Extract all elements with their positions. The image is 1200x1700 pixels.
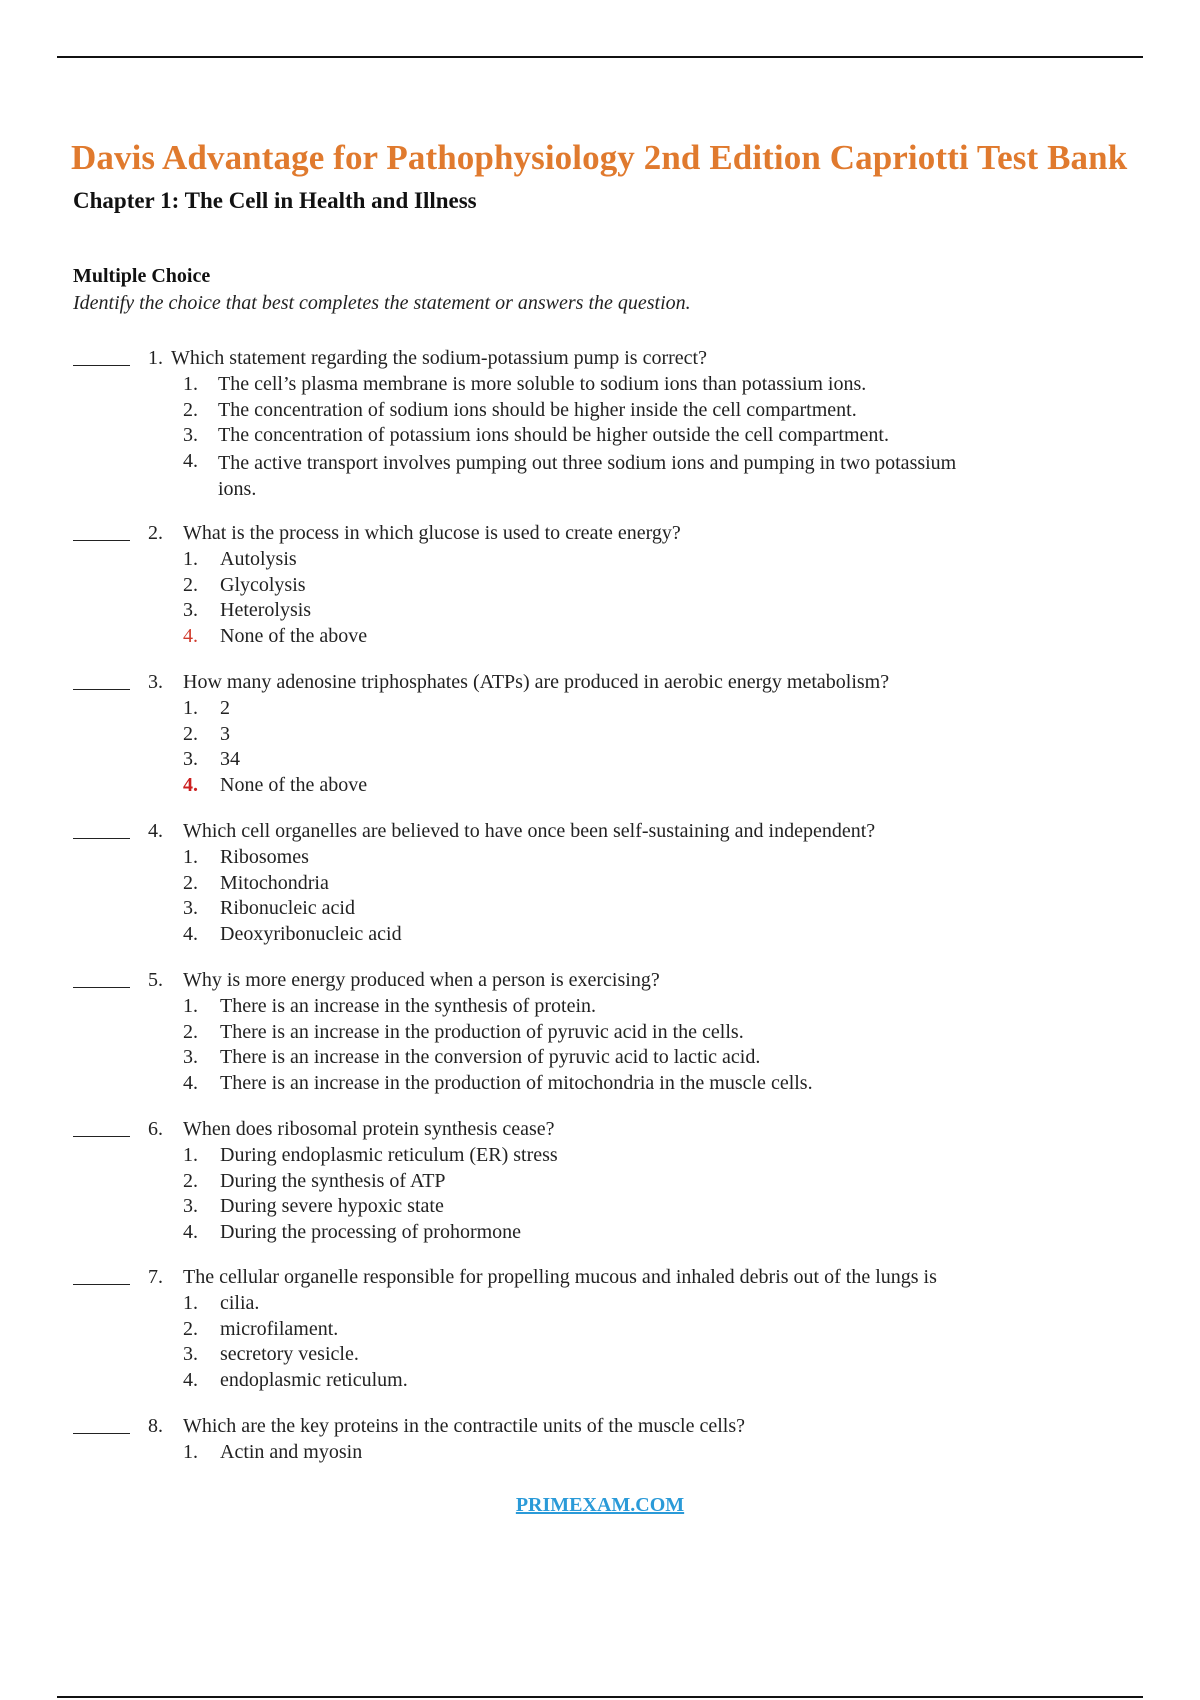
option-text: Deoxyribonucleic acid	[220, 922, 402, 945]
option-text: The concentration of potassium ions should be higher outside the cell compartment.	[218, 424, 889, 446]
question-text: Which are the key proteins in the contractile units of the muscle cells?	[183, 1415, 746, 1437]
question-number: 1.	[148, 347, 163, 369]
option	[0, 1441, 1200, 1467]
answer-blank[interactable]	[73, 540, 130, 541]
option-number: 3.	[183, 1195, 198, 1217]
option-text: 34	[220, 748, 240, 770]
option-number: 3.	[183, 1046, 198, 1068]
option-text: There is an increase in the synthesis of protein.	[220, 995, 596, 1017]
question-text: Why is more energy produced when a person is exercising?	[183, 969, 660, 991]
question-text: Which statement regarding the sodium-potassium pump is correct?	[171, 347, 707, 369]
option	[0, 625, 1200, 651]
option	[0, 872, 1200, 898]
option-text: The cell’s plasma membrane is more soluble to sodium ions than potassium ions.	[218, 373, 867, 395]
question-8	[0, 1415, 1200, 1467]
question-6	[0, 1118, 1200, 1246]
question-3	[0, 671, 1200, 799]
option-number: 4.	[183, 922, 198, 945]
option	[0, 450, 1200, 502]
answer-blank[interactable]	[73, 1136, 130, 1137]
option	[0, 1144, 1200, 1170]
top-rule	[57, 56, 1143, 58]
option-number: 4.	[183, 449, 198, 472]
option	[0, 1343, 1200, 1369]
question-number: 6.	[148, 1118, 163, 1140]
option	[0, 748, 1200, 774]
option	[0, 599, 1200, 625]
option-text: Autolysis	[220, 548, 297, 570]
option-number: 3.	[183, 424, 198, 446]
option	[0, 1072, 1200, 1098]
option	[0, 399, 1200, 425]
option-number: 3.	[183, 1343, 198, 1365]
question-7	[0, 1266, 1200, 1394]
option	[0, 373, 1200, 399]
option	[0, 723, 1200, 749]
instructions: Identify the choice that best completes the statement or answers the question.	[73, 292, 691, 314]
question-1	[0, 347, 1200, 502]
option-text: Glycolysis	[220, 573, 306, 596]
question-number: 3.	[148, 671, 163, 693]
option-number: 2.	[183, 1317, 198, 1340]
option-text: None of the above	[220, 773, 368, 796]
option-text: cilia.	[220, 1292, 260, 1314]
option-text: Heterolysis	[220, 599, 312, 621]
option	[0, 1021, 1200, 1047]
option-number: 2.	[183, 1169, 198, 1192]
answer-blank[interactable]	[73, 1284, 130, 1285]
option-text: Actin and myosin	[220, 1441, 363, 1463]
option-text: Ribonucleic acid	[220, 897, 355, 919]
section-heading: Multiple Choice	[73, 265, 211, 287]
question-text: The cellular organelle responsible for propelling mucous and inhaled debris out of the lungs is	[183, 1266, 937, 1288]
option-text: During the synthesis of ATP	[220, 1169, 446, 1192]
option-text: The concentration of sodium ions should be higher inside the cell compartment.	[218, 398, 857, 421]
answer-blank[interactable]	[73, 1433, 130, 1434]
option-number: 2.	[183, 573, 198, 596]
answer-blank[interactable]	[73, 987, 130, 988]
option-text: microfilament.	[220, 1317, 339, 1340]
option	[0, 697, 1200, 723]
answer-blank[interactable]	[73, 365, 130, 366]
option-number-marked: 4.	[183, 773, 198, 796]
option-text: There is an increase in the production of pyruvic acid in the cells.	[220, 1020, 744, 1043]
option	[0, 424, 1200, 450]
answer-blank[interactable]	[73, 689, 130, 690]
option-number: 2.	[183, 871, 198, 894]
option	[0, 1221, 1200, 1247]
option	[0, 1170, 1200, 1196]
option-text: 3	[220, 722, 230, 745]
option-number: 3.	[183, 897, 198, 919]
option	[0, 1292, 1200, 1318]
document-title: Davis Advantage for Pathophysiology 2nd Edition Capriotti Test Bank	[71, 138, 1128, 177]
option	[0, 1318, 1200, 1344]
option-number: 2.	[183, 722, 198, 745]
question-number: 8.	[148, 1415, 163, 1437]
option-text: None of the above	[220, 624, 368, 647]
option-text: Mitochondria	[220, 871, 329, 894]
option-number: 1.	[183, 1292, 198, 1314]
option-number: 3.	[183, 748, 198, 770]
question-number: 5.	[148, 969, 163, 991]
option-text: During severe hypoxic state	[220, 1195, 444, 1217]
option-text: During endoplasmic reticulum (ER) stress	[220, 1144, 558, 1166]
primexam-link[interactable]: PRIMEXAM.COM	[515, 1494, 685, 1516]
option-text: There is an increase in the conversion of pyruvic acid to lactic acid.	[220, 1046, 761, 1068]
question-number: 2.	[148, 522, 163, 544]
question-number: 4.	[148, 820, 163, 842]
option-number: 2.	[183, 398, 198, 421]
option-number-marked: 4.	[183, 624, 198, 647]
option-text: The active transport involves pumping out three sodium ions and pumping in two potassium ions.	[218, 451, 957, 500]
answer-blank[interactable]	[73, 838, 130, 839]
question-5	[0, 969, 1200, 1097]
option-number: 1.	[183, 373, 198, 395]
option	[0, 1195, 1200, 1221]
option-number: 1.	[183, 846, 198, 868]
option-text: secretory vesicle.	[220, 1343, 359, 1365]
option-text: During the processing of prohormone	[220, 1220, 522, 1243]
bottom-rule	[57, 1696, 1143, 1698]
option	[0, 897, 1200, 923]
option	[0, 923, 1200, 949]
option-text: 2	[220, 697, 230, 719]
option-number: 3.	[183, 599, 198, 621]
question-text: When does ribosomal protein synthesis cease?	[183, 1118, 555, 1140]
question-text: What is the process in which glucose is used to create energy?	[183, 522, 681, 544]
option-number: 1.	[183, 1144, 198, 1166]
option	[0, 846, 1200, 872]
option-text: There is an increase in the production of mitochondria in the muscle cells.	[220, 1071, 813, 1094]
option	[0, 1046, 1200, 1072]
question-4	[0, 820, 1200, 948]
option-text: Ribosomes	[220, 846, 309, 868]
option-number: 4.	[183, 1368, 198, 1391]
option-number: 4.	[183, 1071, 198, 1094]
option-number: 1.	[183, 697, 198, 719]
question-number: 7.	[148, 1266, 163, 1288]
option	[0, 774, 1200, 800]
question-text: How many adenosine triphosphates (ATPs) are produced in aerobic energy metabolism?	[183, 671, 890, 693]
option	[0, 1369, 1200, 1395]
option-number: 1.	[183, 995, 198, 1017]
chapter-title: Chapter 1: The Cell in Health and Illness	[73, 188, 477, 213]
option-number: 2.	[183, 1020, 198, 1043]
question-2	[0, 522, 1200, 650]
option-number: 4.	[183, 1220, 198, 1243]
option-text: endoplasmic reticulum.	[220, 1368, 408, 1391]
option-number: 1.	[183, 1441, 198, 1463]
option-number: 1.	[183, 548, 198, 570]
option	[0, 995, 1200, 1021]
option	[0, 548, 1200, 574]
option	[0, 574, 1200, 600]
question-text: Which cell organelles are believed to have once been self-sustaining and independent?	[183, 820, 876, 842]
